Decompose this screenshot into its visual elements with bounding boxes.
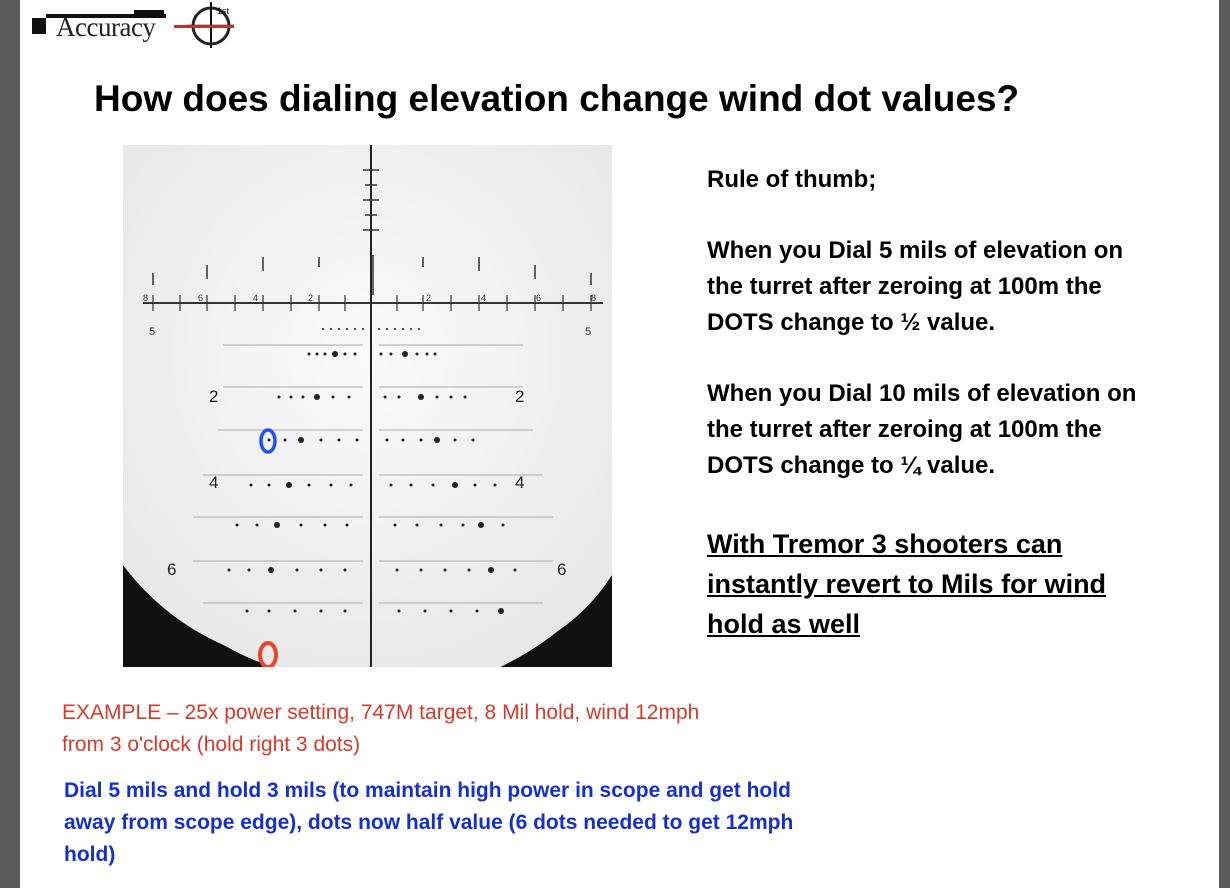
row-label-left-4: 4	[209, 473, 219, 492]
scale-left-8: 8	[143, 293, 149, 303]
scale-right-6: 6	[536, 293, 542, 303]
page-title: How does dialing elevation change wind dot values?	[94, 78, 1020, 119]
side-mark-left: 5	[149, 326, 156, 338]
rifle-icon	[32, 18, 46, 34]
scale-right-8: 8	[591, 293, 597, 303]
row-label-left-6: 6	[167, 560, 177, 579]
badge-text: 1st	[217, 6, 230, 16]
row-label-left-2: 2	[209, 387, 219, 406]
reticle-image	[123, 145, 612, 667]
rule-heading: Rule of thumb;	[707, 166, 877, 193]
scale-left-2: 2	[308, 293, 314, 303]
row-label-right-2: 2	[515, 387, 525, 406]
scale-right-2: 2	[426, 293, 432, 303]
logo-text: Accuracy	[56, 12, 156, 42]
tremor-emphasis: With Tremor 3 shooters can instantly revert to Mils for wind hold as well	[707, 529, 1107, 639]
row-label-right-4: 4	[515, 473, 525, 492]
dial-note: Dial 5 mils and hold 3 mils (to maintain high power in scope and get hold away from scope edge), dots now half value (6 dots needed to get 12mph hold)	[64, 779, 794, 866]
row-label-right-6: 6	[557, 560, 567, 579]
window-edge-left	[0, 0, 20, 888]
side-mark-right: 5	[585, 326, 592, 338]
scale-left-6: 6	[198, 293, 204, 303]
rule-paragraph-5mil: When you Dial 5 mils of elevation on the turret after zeroing at 100m the DOTS change to ½ value.	[707, 237, 1124, 336]
window-edge-right	[1219, 0, 1230, 888]
scale-left-4: 4	[253, 293, 259, 303]
scale-right-4: 4	[481, 293, 487, 303]
rule-paragraph-10mil: When you Dial 10 mils of elevation on the turret after zeroing at 100m the DOTS change to ¼ value.	[707, 380, 1137, 479]
accuracy-logo	[24, 0, 234, 48]
example-text: EXAMPLE – 25x power setting, 747M target, 8 Mil hold, wind 12mph from 3 o'clock (hold right 3 dots)	[62, 701, 700, 756]
